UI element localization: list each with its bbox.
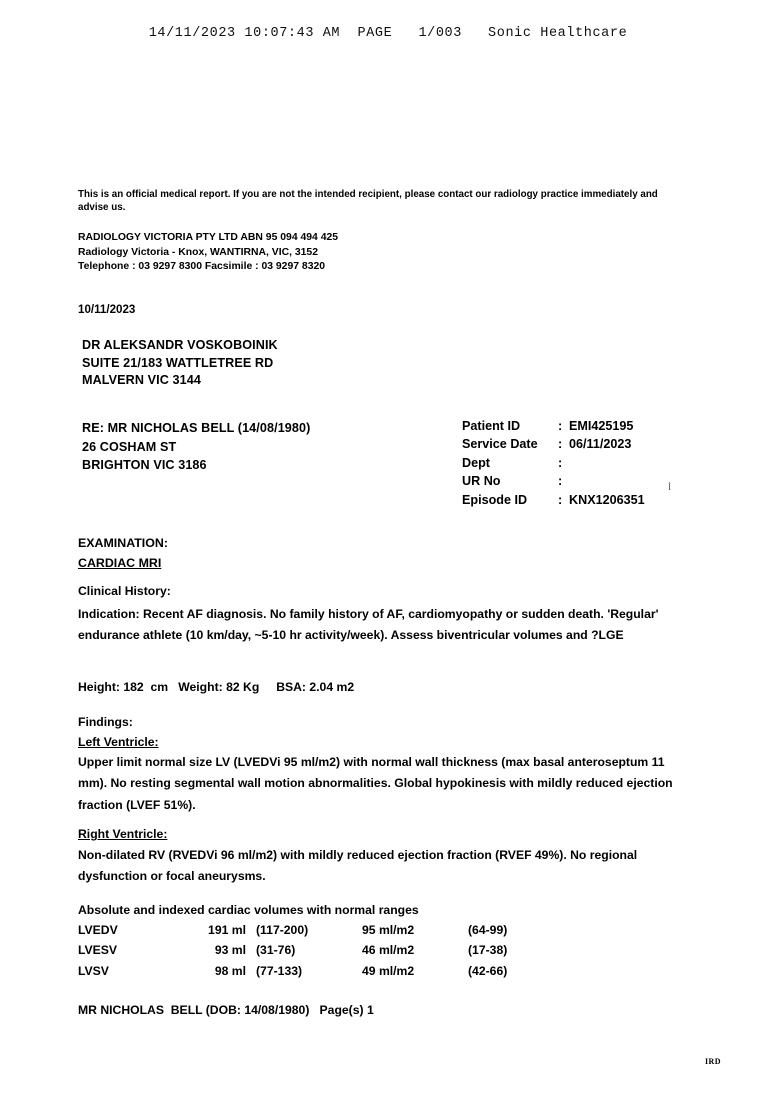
official-report-notice: This is an official medical report. If you are not the intended recipient, please contact our radiology practice immediately and advise us.	[78, 189, 658, 214]
page-footer-patient-line: MR NICHOLAS BELL (DOB: 14/08/1980) Page(s) 1	[78, 1003, 374, 1017]
volume-name: LVSV	[78, 963, 109, 978]
table-row	[462, 437, 645, 455]
left-ventricle-heading: Left Ventricle:	[78, 735, 159, 749]
meta-value: KNX1206351	[569, 492, 645, 507]
findings-heading: Findings:	[78, 715, 133, 729]
cardiac-volumes-table	[78, 923, 558, 984]
left-ventricle-body: Upper limit normal size LV (LVEDVi 95 ml/m2) with normal wall thickness (max basal anteroseptum 11 mm). No resting segmental wall motion abnormalities. Global hypokinesis with mildly reduced ejection fraction (LVEF 51%).	[78, 755, 673, 812]
addressee-suburb: MALVERN VIC 3144	[82, 373, 201, 388]
volume-absolute-range: (31-76)	[256, 943, 296, 958]
examination-heading: EXAMINATION:	[78, 536, 168, 550]
examination-title-block	[78, 533, 168, 573]
letter-date: 10/11/2023	[78, 303, 136, 316]
meta-label: Service Date	[462, 437, 538, 452]
table-row	[462, 474, 645, 492]
clinical-history-body: Indication: Recent AF diagnosis. No family history of AF, cardiomyopathy or sudden death. 'Regular' endurance athlete (10 km/day, ~5-10 hr activity/week). Assess biventricular volumes and ?LGE	[78, 607, 659, 643]
meta-value	[569, 474, 645, 492]
fax-transmission-header: 14/11/2023 10:07:43 AM PAGE 1/003 Sonic Healthcare	[148, 26, 628, 41]
margin-scan-mark: İ	[668, 482, 670, 492]
examination-modality: CARDIAC MRI	[78, 556, 162, 570]
volume-absolute: 98 ml	[214, 963, 246, 978]
meta-value	[569, 456, 645, 474]
volume-indexed: 46 ml/m2	[362, 943, 415, 958]
volume-indexed: 95 ml/m2	[362, 923, 415, 937]
meta-separator: :	[558, 437, 563, 452]
patient-suburb: BRIGHTON VIC 3186	[82, 458, 207, 473]
clinical-history-heading: Clinical History:	[78, 584, 171, 598]
table-row	[462, 456, 645, 474]
table-row	[78, 923, 558, 943]
meta-separator: :	[558, 474, 563, 489]
practice-details	[78, 231, 548, 275]
table-row	[462, 493, 645, 511]
meta-value: 06/11/2023	[569, 437, 632, 452]
patient-address-block	[82, 419, 310, 475]
meta-label: Dept	[462, 455, 490, 470]
patient-name-dob: RE: MR NICHOLAS BELL (14/08/1980)	[82, 421, 311, 435]
volume-absolute: 93 ml	[214, 943, 246, 958]
volume-absolute-range: (117-200)	[256, 923, 309, 937]
volume-name: LVESV	[78, 943, 118, 958]
volume-absolute-range: (77-133)	[256, 963, 303, 978]
patient-meta-table	[462, 419, 645, 511]
patient-street: 26 COSHAM ST	[82, 439, 177, 454]
addressee-name: DR ALEKSANDR VOSKOBOINIK	[82, 338, 278, 352]
volume-indexed: 49 ml/m2	[362, 963, 415, 978]
meta-label: UR No	[462, 474, 501, 489]
addressee-street: SUITE 21/183 WATTLETREE RD	[82, 355, 274, 370]
addressee-block	[82, 337, 278, 390]
meta-separator: :	[558, 419, 563, 433]
meta-separator: :	[558, 455, 563, 470]
volume-name: LVEDV	[78, 923, 118, 937]
volumes-caption: Absolute and indexed cardiac volumes with normal ranges	[78, 903, 419, 917]
meta-separator: :	[558, 492, 563, 507]
table-row	[78, 964, 558, 984]
volume-indexed-range: (17-38)	[468, 943, 508, 958]
meta-label: Patient ID	[462, 419, 521, 433]
right-ventricle-heading: Right Ventricle:	[78, 827, 168, 841]
practice-name-line: RADIOLOGY VICTORIA PTY LTD ABN 95 094 494 425	[78, 232, 339, 243]
practice-contact-line: Telephone : 03 9297 8300 Facsimile : 03 9297 8320	[78, 261, 326, 273]
meta-label: Episode ID	[462, 492, 528, 507]
volume-indexed-range: (42-66)	[468, 963, 508, 978]
patient-measurements: Height: 182 cm Weight: 82 Kg BSA: 2.04 m2	[78, 680, 355, 694]
right-ventricle-body: Non-dilated RV (RVEDVi 96 ml/m2) with mildly reduced ejection fraction (RVEF 49%). No regional dysfunction or focal aneurysms.	[78, 848, 638, 884]
page-footer-code: IRD	[705, 1057, 721, 1066]
table-row	[462, 419, 645, 437]
volume-absolute: 191 ml	[208, 923, 246, 937]
table-row	[78, 943, 558, 963]
meta-value: EMI425195	[569, 419, 634, 433]
volume-indexed-range: (64-99)	[468, 923, 508, 937]
practice-address-line: Radiology Victoria - Knox, WANTIRNA, VIC, 3152	[78, 246, 318, 258]
